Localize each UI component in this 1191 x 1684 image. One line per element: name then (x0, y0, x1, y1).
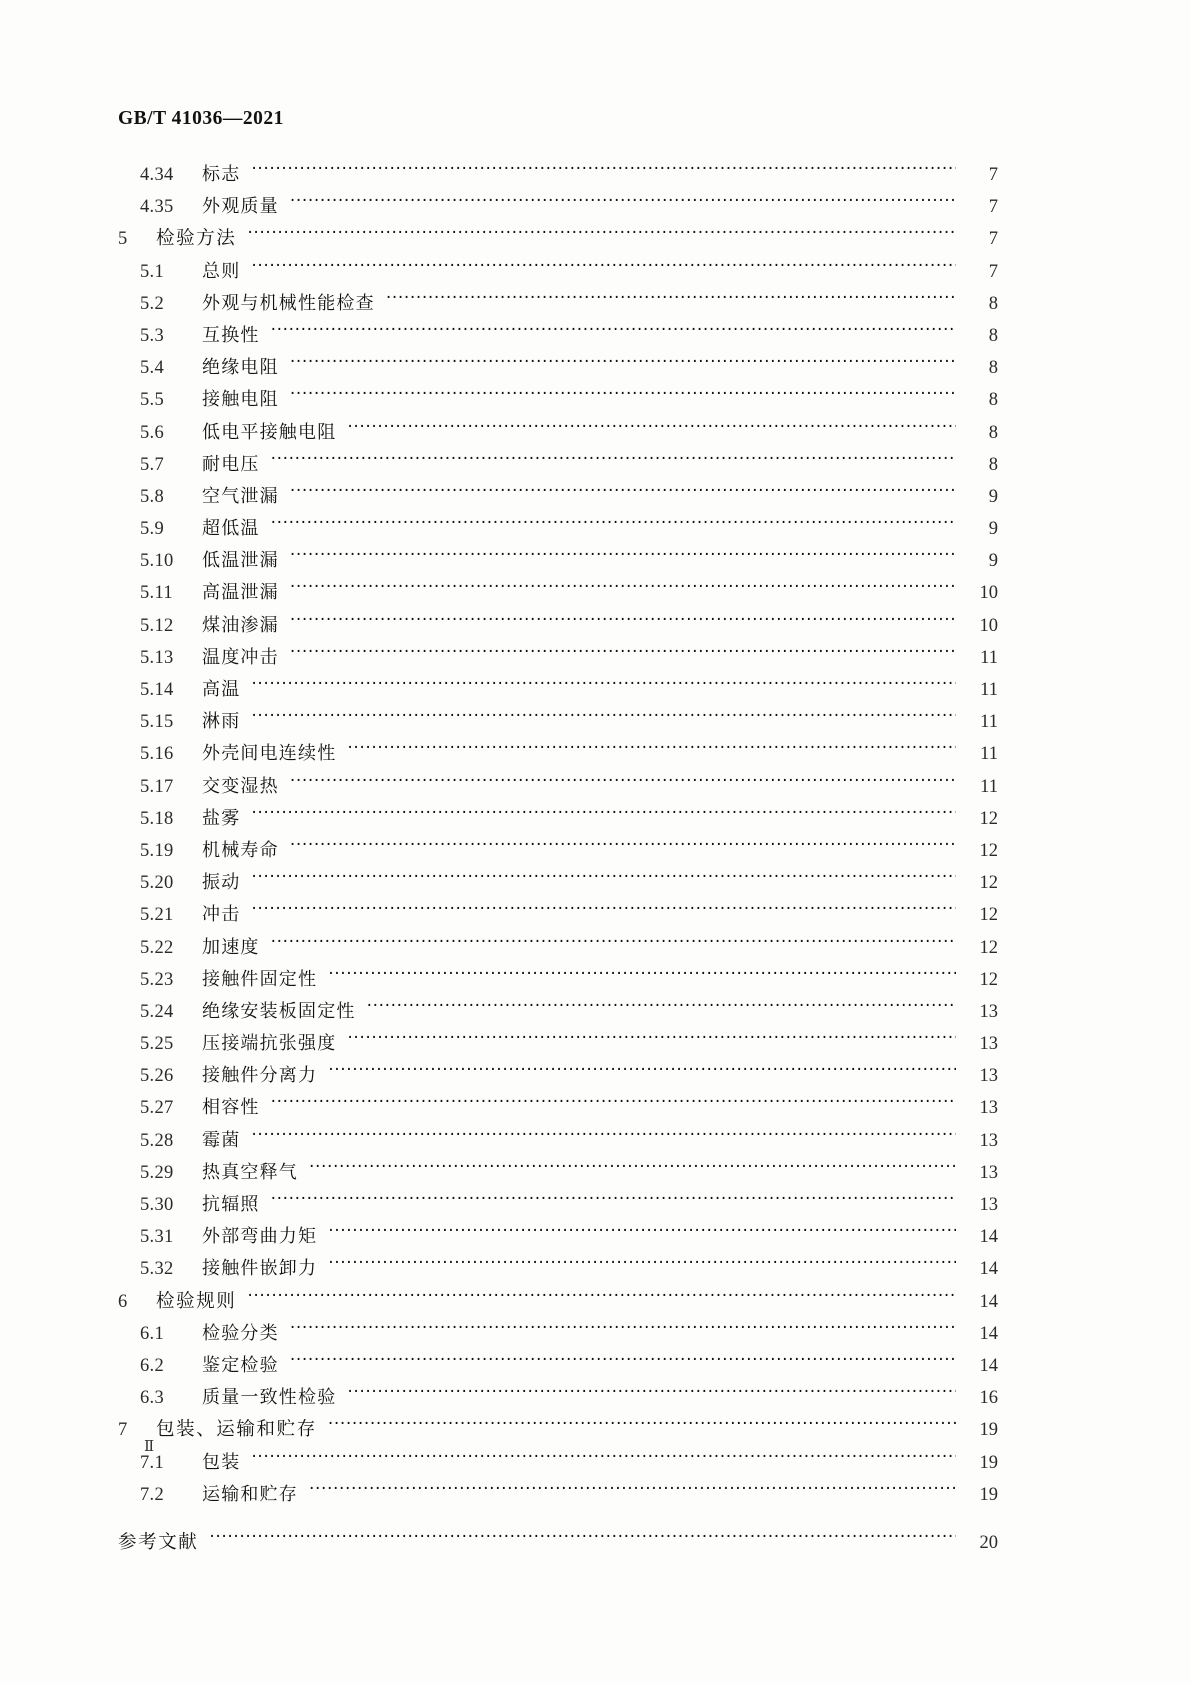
toc-entry[interactable] (118, 643, 998, 675)
toc-entry[interactable] (118, 739, 998, 771)
toc-entry[interactable] (118, 1448, 998, 1480)
toc-entry-number: 5.6 (140, 422, 165, 443)
toc-entry-number: 5.2 (140, 293, 165, 314)
toc-leader-dots (328, 1255, 956, 1274)
toc-entry-number: 5.15 (140, 712, 174, 733)
toc-leader-dots (347, 1384, 956, 1403)
toc-entry[interactable] (118, 1158, 998, 1190)
toc-entry-title: 盐雾 (202, 807, 241, 829)
toc-entry-page-number: 19 (979, 1452, 998, 1473)
toc-entry-title: 绝缘安装板固定性 (202, 1000, 356, 1022)
toc-entry-page-number: 7 (988, 197, 998, 218)
toc-entry-number: 5.29 (140, 1162, 174, 1183)
toc-entry-page-number: 14 (979, 1355, 998, 1376)
toc-entry-title: 外观质量 (202, 196, 279, 218)
toc-leader-dots (271, 451, 956, 470)
toc-entry-title: 接触件分离力 (202, 1065, 318, 1087)
toc-entry-page-number: 13 (979, 1162, 998, 1183)
toc-entry-page-number: 11 (980, 744, 998, 765)
toc-entry-number: 7.2 (140, 1484, 165, 1505)
toc-entry-number: 5.25 (140, 1034, 174, 1055)
toc-entry-number: 5.32 (140, 1259, 174, 1280)
toc-entry-title: 空气泄漏 (202, 485, 279, 507)
toc-entry[interactable] (118, 450, 998, 482)
toc-entry-number: 7.1 (140, 1452, 165, 1473)
toc-leader-dots (251, 676, 956, 695)
toc-leader-dots (251, 258, 956, 277)
toc-entry-number: 5.21 (140, 905, 174, 926)
toc-entry-number: 5.23 (140, 969, 174, 990)
toc-entry[interactable] (118, 836, 998, 868)
standard-number-header: GB/T 41036—2021 (118, 108, 284, 129)
toc-leader-dots (290, 1320, 956, 1339)
toc-leader-dots (271, 1094, 956, 1113)
toc-entry-number: 5.9 (140, 519, 165, 540)
toc-entry-page-number: 8 (988, 422, 998, 443)
toc-entry-title: 抗辐照 (202, 1194, 260, 1215)
toc-leader-dots (290, 1352, 956, 1371)
toc-entry-number: 7 (118, 1420, 128, 1441)
toc-leader-dots (251, 805, 956, 824)
toc-entry[interactable] (118, 289, 998, 321)
toc-leader-dots (290, 193, 956, 212)
toc-entry-title: 外部弯曲力矩 (202, 1226, 318, 1248)
toc-entry-number: 5.5 (140, 390, 165, 411)
toc-entry-title: 机械寿命 (202, 839, 279, 861)
toc-entry-page-number: 8 (988, 390, 998, 411)
toc-entry-title: 外观与机械性能检查 (202, 292, 375, 314)
toc-leader-dots (251, 901, 956, 920)
toc-entry-title: 淋雨 (202, 711, 241, 733)
toc-entry[interactable] (118, 868, 998, 900)
toc-entry-page-number: 11 (980, 680, 998, 700)
toc-entry-page-number: 13 (979, 1098, 998, 1119)
toc-entry-title: 绝缘电阻 (202, 357, 279, 379)
toc-leader-dots (290, 354, 956, 373)
toc-entry[interactable] (118, 933, 998, 965)
toc-entry-number: 5 (118, 229, 128, 250)
toc-entry-title: 检验分类 (202, 1322, 279, 1344)
toc-entry[interactable] (118, 482, 998, 514)
toc-entry-title: 冲击 (202, 904, 241, 926)
toc-entry[interactable] (118, 418, 998, 450)
toc-leader-dots (290, 386, 956, 405)
toc-entry-number: 5.26 (140, 1066, 174, 1087)
toc-entry-title: 温度冲击 (202, 646, 279, 668)
toc-leader-dots (309, 1159, 956, 1178)
toc-entry-number: 6 (118, 1291, 128, 1312)
toc-entry-page-number: 11 (980, 712, 998, 733)
toc-leader-dots (209, 1529, 956, 1548)
toc-leader-dots (386, 290, 956, 309)
toc-entry[interactable] (118, 997, 998, 1029)
toc-entry-number: 5.1 (140, 261, 165, 282)
toc-leader-dots (247, 225, 956, 244)
toc-entry-page-number: 14 (979, 1323, 998, 1344)
toc-entry-page-number: 13 (979, 1066, 998, 1087)
toc-leader-dots (251, 869, 956, 888)
toc-entry-number: 5.12 (140, 615, 174, 636)
toc-entry-title: 高温泄漏 (202, 582, 279, 604)
toc-entry-title: 检验规则 (156, 1290, 237, 1312)
toc-entry[interactable] (118, 1480, 998, 1512)
toc-entry-title: 接触件嵌卸力 (202, 1258, 318, 1280)
toc-entry-title: 加速度 (202, 936, 260, 958)
toc-leader-dots (328, 1062, 956, 1081)
toc-entry-page-number: 16 (979, 1388, 998, 1409)
toc-entry-title: 总则 (202, 260, 241, 282)
toc-entry[interactable] (118, 1287, 998, 1319)
toc-entry-number: 5.28 (140, 1130, 174, 1151)
toc-entry-number: 5.19 (140, 840, 174, 861)
toc-leader-dots (328, 1223, 956, 1242)
toc-entry-title: 外壳间电连续性 (202, 743, 337, 765)
toc-entry-title: 运输和贮存 (202, 1483, 298, 1505)
toc-spacer (118, 1512, 998, 1528)
toc-entry[interactable] (118, 385, 998, 417)
toc-entry[interactable] (118, 1029, 998, 1061)
toc-entry[interactable] (118, 1528, 998, 1560)
toc-leader-dots (328, 966, 956, 985)
toc-entry-title: 交变湿热 (202, 775, 279, 797)
toc-leader-dots (290, 644, 956, 663)
toc-entry-title: 霉菌 (202, 1129, 241, 1151)
toc-entry-page-number: 10 (979, 583, 998, 604)
toc-entry-number: 5.14 (140, 680, 174, 700)
toc-leader-dots (347, 419, 956, 438)
toc-entry-page-number: 9 (988, 486, 998, 507)
toc-entry[interactable] (118, 611, 998, 643)
toc-entry-number: 5.20 (140, 873, 174, 894)
toc-entry-title: 接触件固定性 (202, 968, 318, 990)
toc-entry[interactable] (118, 578, 998, 610)
toc-entry-number: 5.16 (140, 744, 174, 765)
toc-entry-title: 质量一致性检验 (202, 1387, 337, 1409)
toc-entry-page-number: 10 (979, 615, 998, 636)
toc-entry-title: 超低温 (202, 518, 260, 540)
toc-entry-page-number: 8 (988, 358, 998, 379)
toc-entry-title: 包装 (202, 1451, 241, 1473)
toc-entry-page-number: 8 (988, 325, 998, 346)
toc-leader-dots (271, 934, 956, 953)
toc-entry[interactable] (118, 804, 998, 836)
toc-entry-number: 5.10 (140, 551, 174, 572)
toc-entry-number: 5.3 (140, 325, 165, 346)
toc-entry-title: 耐电压 (202, 453, 260, 475)
toc-entry-title: 低电平接触电阻 (202, 421, 337, 443)
toc-leader-dots (347, 740, 956, 759)
toc-entry[interactable] (118, 1126, 998, 1158)
toc-entry[interactable] (118, 772, 998, 804)
toc-entry[interactable] (118, 1351, 998, 1383)
toc-entry-page-number: 9 (988, 519, 998, 540)
toc-entry-page-number: 7 (988, 229, 998, 250)
toc-entry[interactable] (118, 546, 998, 578)
toc-leader-dots (271, 1191, 956, 1210)
toc-entry[interactable] (118, 321, 998, 353)
toc-entry-number: 5.4 (140, 358, 165, 379)
toc-entry-page-number: 14 (979, 1291, 998, 1312)
toc-entry-number: 6.2 (140, 1355, 165, 1376)
toc-leader-dots (290, 773, 956, 792)
toc-leader-dots (251, 708, 956, 727)
toc-leader-dots (251, 1127, 956, 1146)
toc-entry-page-number: 12 (979, 905, 998, 926)
toc-entry-title: 接触电阻 (202, 389, 279, 411)
toc-entry-number: 5.11 (140, 583, 173, 604)
toc-entry-page-number: 14 (979, 1227, 998, 1248)
toc-entry-number: 5.30 (140, 1195, 174, 1215)
toc-entry[interactable] (118, 514, 998, 546)
toc-leader-dots (247, 1288, 956, 1307)
toc-entry[interactable] (118, 1190, 998, 1222)
toc-entry-page-number: 13 (979, 1195, 998, 1215)
toc-entry-page-number: 11 (980, 647, 998, 668)
toc-entry-page-number: 7 (988, 165, 998, 185)
toc-entry-title: 振动 (202, 872, 241, 894)
toc-entry-number: 6.3 (140, 1388, 165, 1409)
toc-entry-title: 鉴定检验 (202, 1354, 279, 1376)
toc-entry-title: 相容性 (202, 1097, 260, 1119)
toc-leader-dots (328, 1416, 956, 1435)
toc-entry-page-number: 14 (979, 1259, 998, 1280)
toc-entry-page-number: 12 (979, 840, 998, 861)
toc-leader-dots (290, 837, 956, 856)
toc-entry-number: 5.24 (140, 1001, 174, 1022)
toc-entry-page-number: 12 (979, 808, 998, 829)
toc-entry[interactable] (118, 224, 998, 256)
toc-entry-number: 5.17 (140, 776, 174, 797)
toc-entry-title: 压接端抗张强度 (202, 1033, 337, 1055)
toc-leader-dots (271, 515, 956, 534)
toc-entry-number: 5.7 (140, 454, 165, 475)
toc-entry[interactable] (118, 675, 998, 707)
toc-leader-dots (290, 579, 956, 598)
page-folio: Ⅱ (144, 1439, 155, 1455)
toc-entry-number: 5.18 (140, 808, 174, 829)
toc-entry-number: 6.1 (140, 1323, 165, 1344)
toc-entry[interactable] (118, 1415, 998, 1447)
toc-entry[interactable] (118, 1093, 998, 1125)
toc-entry-page-number: 9 (988, 551, 998, 572)
toc-entry-title: 高温 (202, 679, 241, 700)
toc-entry-number: 5.31 (140, 1227, 174, 1248)
toc-entry[interactable] (118, 353, 998, 385)
toc-entry-page-number: 8 (988, 454, 998, 475)
toc-leader-dots (290, 547, 956, 566)
toc-entry-page-number: 12 (979, 969, 998, 990)
toc-entry[interactable] (118, 1383, 998, 1415)
toc-entry-title: 低温泄漏 (202, 550, 279, 572)
toc-entry-page-number: 19 (979, 1420, 998, 1441)
toc-leader-dots (290, 483, 956, 502)
toc-entry-number: 4.35 (140, 197, 174, 218)
toc-entry-page-number: 12 (979, 873, 998, 894)
toc-entry[interactable] (118, 707, 998, 739)
toc-entry-title: 互换性 (202, 324, 260, 346)
toc-entry[interactable] (118, 160, 998, 192)
toc-entry-title: 检验方法 (156, 228, 237, 250)
toc-entry[interactable] (118, 900, 998, 932)
toc-entry-number: 5.13 (140, 647, 174, 668)
toc-entry-number: 5.22 (140, 937, 174, 958)
toc-entry[interactable] (118, 1254, 998, 1286)
toc-leader-dots (367, 998, 956, 1017)
toc-entry-page-number: 12 (979, 937, 998, 958)
toc-entry-number: 5.8 (140, 486, 165, 507)
toc-entry[interactable] (118, 1319, 998, 1351)
table-of-contents (118, 160, 998, 1560)
toc-entry-page-number: 19 (979, 1484, 998, 1505)
toc-entry-title: 标志 (202, 164, 241, 185)
toc-leader-dots (271, 322, 956, 341)
toc-entry-number: 4.34 (140, 165, 174, 185)
toc-entry[interactable] (118, 965, 998, 997)
toc-entry[interactable] (118, 1061, 998, 1093)
toc-entry-page-number: 20 (979, 1532, 998, 1553)
toc-leader-dots (347, 1030, 956, 1049)
toc-leader-dots (309, 1481, 956, 1500)
toc-entry-page-number: 11 (980, 776, 998, 797)
toc-entry-number: 5.27 (140, 1098, 174, 1119)
toc-leader-dots (251, 1449, 956, 1468)
toc-leader-dots (290, 612, 956, 631)
toc-entry-page-number: 8 (988, 293, 998, 314)
toc-entry-title: 包装、运输和贮存 (156, 1419, 317, 1441)
toc-entry-title: 热真空释气 (202, 1161, 298, 1183)
toc-entry-title: 煤油渗漏 (202, 614, 279, 636)
toc-entry[interactable] (118, 192, 998, 224)
toc-entry[interactable] (118, 257, 998, 289)
toc-entry-page-number: 13 (979, 1001, 998, 1022)
toc-entry[interactable] (118, 1222, 998, 1254)
toc-entry-page-number: 13 (979, 1034, 998, 1055)
toc-leader-dots (251, 161, 956, 180)
toc-entry-title: 参考文献 (118, 1531, 199, 1553)
toc-entry-page-number: 7 (988, 261, 998, 282)
toc-entry-page-number: 13 (979, 1130, 998, 1151)
